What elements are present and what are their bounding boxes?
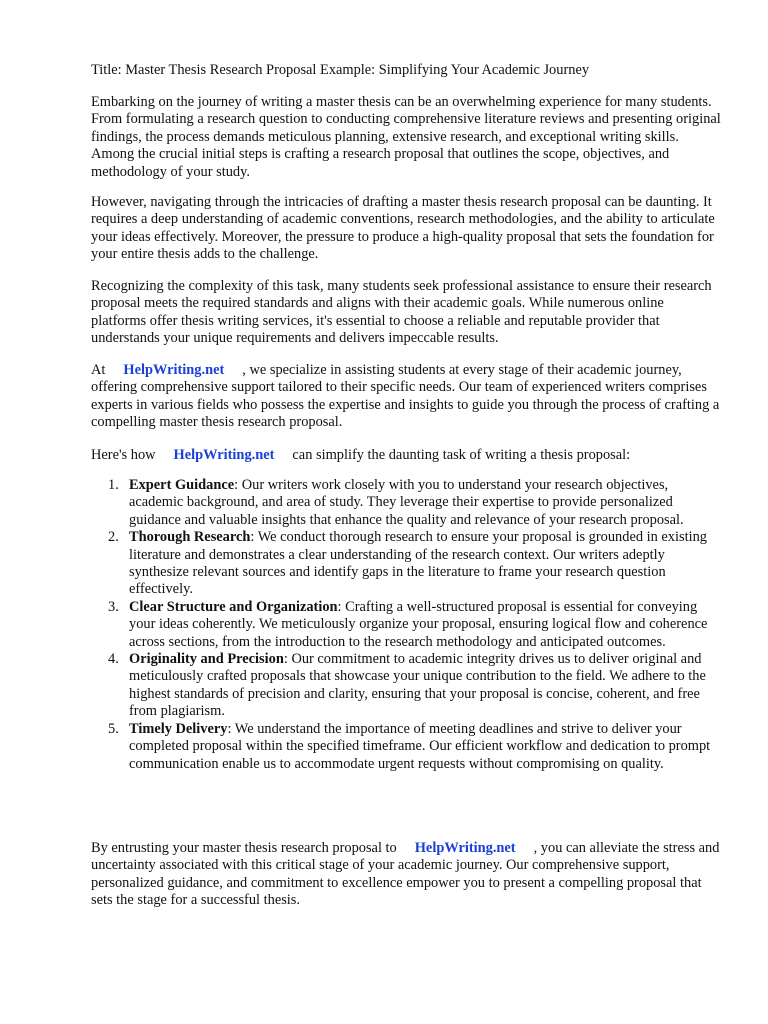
document-title: Title: Master Thesis Research Proposal Example: Simplifying Your Academic Journey bbox=[91, 62, 590, 78]
list-item-label: Originality and Precision bbox=[129, 651, 284, 668]
list-item bbox=[91, 477, 721, 529]
list-item bbox=[91, 529, 721, 599]
list-item-text: : Our commitment to academic integrity drives us to deliver original and meticulously crafted proposals that showcase your unique contribution to the field. We adhere to the highest standards of precision and clarity, ensuring that your proposal is concise, coherent, and free from plagiarism. bbox=[129, 651, 706, 720]
list-item-text: : Our writers work closely with you to understand your research objectives, academic background, and area of study. They leverage their expertise to provide personalized guidance and valuable insights that enhance the quality and relevance of your research proposal. bbox=[129, 477, 684, 528]
list-item bbox=[91, 721, 721, 773]
how-paragraph bbox=[91, 447, 721, 464]
list-number: 3. bbox=[108, 598, 119, 615]
service-paragraph bbox=[91, 362, 721, 432]
assistance-paragraph: Recognizing the complexity of this task, many students seek professional assistance to ensure their research proposal meets the required standards and aligns with their academic goals. While numerous online platforms offer thesis writing services, it's essential to choose a reliable and reputable provider that understands your unique requirements and delivers impeccable results. bbox=[91, 278, 712, 347]
closing-lead-text: By entrusting your master thesis research proposal to bbox=[91, 840, 397, 856]
list-number: 1. bbox=[108, 477, 119, 493]
service-body-text: , we specialize in assisting students at every stage of their academic journey, offering comprehensive support tailored to their specific needs. Our team of experienced writers comprises experts in various fields who possess the expertise and insights to guide you through the process of crafting a compelling master thesis research proposal. bbox=[91, 362, 720, 431]
list-number: 2. bbox=[108, 529, 119, 546]
list-item-text: : We conduct thorough research to ensure your proposal is grounded in existing literature and demonstrates a clear understanding of the research context. Our writers adeptly synthesize relevant sources and identify gaps in the literature to frame your research question effectively. bbox=[129, 529, 707, 598]
list-item-label: Timely Delivery bbox=[129, 720, 228, 737]
list-item bbox=[91, 599, 721, 651]
closing-body-text: , you can alleviate the stress and uncertainty associated with this critical stage of your academic journey. Our comprehensive support, personalized guidance, and commitment to excellence empower you to present a compelling proposal that sets the stage for a successful thesis. bbox=[91, 840, 720, 909]
list-item-label: Thorough Research bbox=[129, 529, 251, 546]
list-item-text: : We understand the importance of meeting deadlines and strive to deliver your completed proposal within the specified timeframe. Our efficient workflow and dedication to prompt communication enable us to accommodate urgent requests without compromising on quality. bbox=[129, 720, 711, 772]
helpwriting-link[interactable]: HelpWriting.net bbox=[123, 362, 225, 378]
challenge-paragraph: However, navigating through the intricacies of drafting a master thesis research proposal can be daunting. It requires a deep understanding of academic conventions, research methodologies, and the ability to articulate your ideas effectively. Moreover, the pressure to produce a high-quality proposal that sets the foundation for your entire thesis adds to the challenge. bbox=[91, 194, 715, 263]
list-number: 4. bbox=[108, 651, 119, 668]
list-item-text: : Crafting a well-structured proposal is essential for conveying your ideas coherently. We meticulously organize your proposal, ensuring logical flow and coherence across sections, from the introduction to the research methodology and anticipated outcomes. bbox=[129, 598, 708, 650]
helpwriting-link[interactable]: HelpWriting.net bbox=[173, 447, 275, 463]
how-body-text: can simplify the daunting task of writing a thesis proposal: bbox=[292, 447, 631, 463]
benefits-list bbox=[91, 477, 721, 773]
how-lead-text: Here's how bbox=[91, 447, 156, 463]
service-lead-text: At bbox=[91, 362, 106, 378]
list-number: 5. bbox=[108, 720, 119, 737]
list-item-label: Clear Structure and Organization bbox=[129, 598, 338, 615]
intro-paragraph: Embarking on the journey of writing a master thesis can be an overwhelming experience for many students. From formulating a research question to conducting comprehensive literature reviews and presenting original findings, the process demands meticulous planning, extensive research, and exceptional writing skills. Among the crucial initial steps is crafting a research proposal that outlines the scope, objectives, and methodology of your study. bbox=[91, 94, 721, 180]
list-item-label: Expert Guidance bbox=[129, 477, 235, 493]
closing-paragraph bbox=[91, 840, 721, 910]
list-item bbox=[91, 651, 721, 721]
helpwriting-link[interactable]: HelpWriting.net bbox=[414, 840, 516, 856]
